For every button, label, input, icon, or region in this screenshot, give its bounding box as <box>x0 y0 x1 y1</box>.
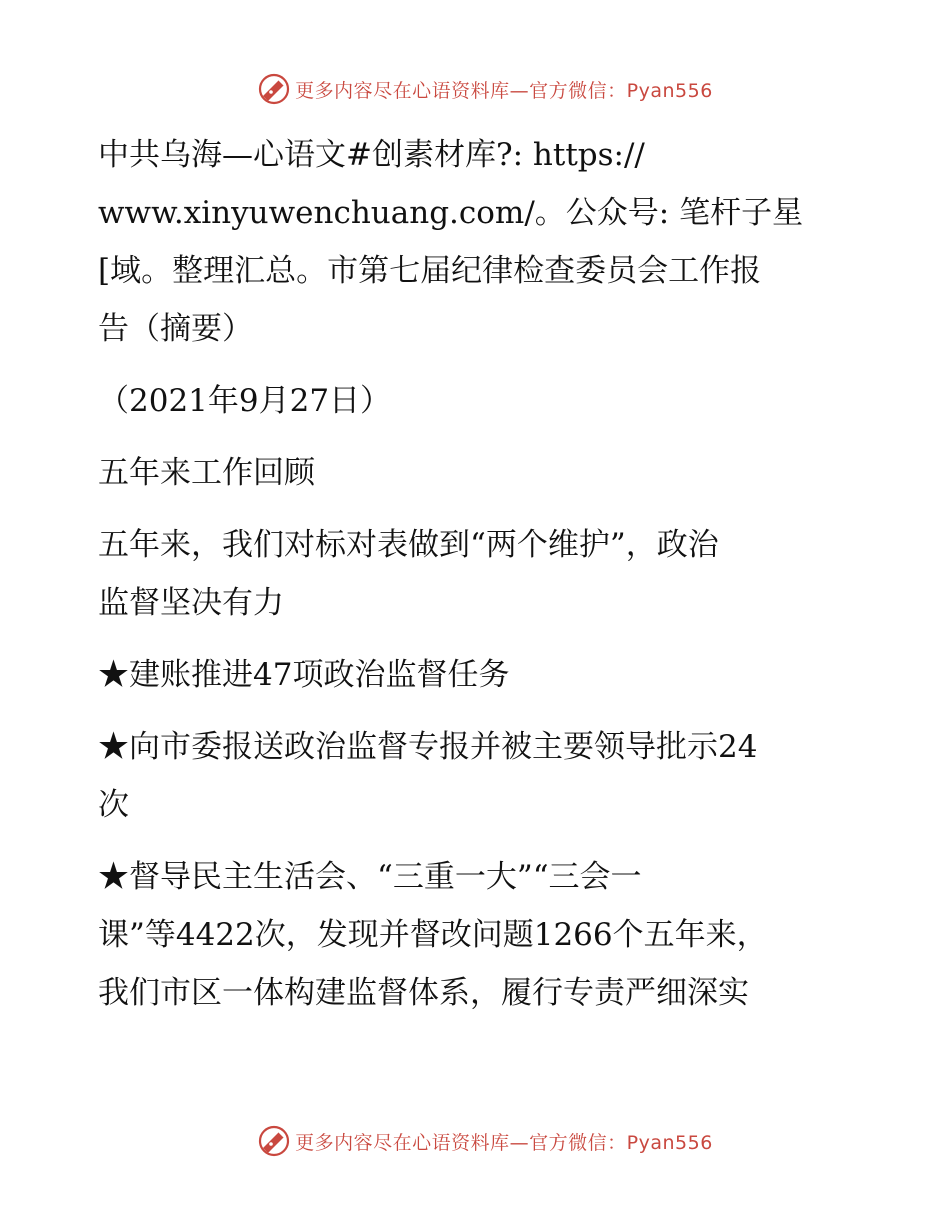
bottom-banner <box>0 1124 950 1158</box>
body-line: 五年来，我们对标对表做到“两个维护”，政治 <box>98 527 719 563</box>
top-banner <box>0 72 950 106</box>
body-line: 课”等4422次，发现并督改问题1266个五年来， <box>98 917 768 953</box>
pen-nib-logo-icon <box>257 1124 291 1158</box>
date-line: （2021年9月27日） <box>98 383 392 419</box>
body-line: 中共乌海—心语文#创素材库?: https:// <box>98 137 645 173</box>
bullet-line: ★建账推进47项政治监督任务 <box>98 657 510 693</box>
body-line: www.xinyuwenchuang.com/。公众号: 笔杆子星 <box>98 195 804 231</box>
banner-text: 更多内容尽在心语资料库—官方微信：Pyan556 <box>295 79 713 102</box>
banner-text: 更多内容尽在心语资料库—官方微信：Pyan556 <box>295 1131 713 1154</box>
bullet-line: ★向市委报送政治监督专报并被主要领导批示24 <box>98 729 758 765</box>
body-line: [域。整理汇总。市第七届纪律检查委员会工作报 <box>98 253 762 289</box>
body-line: 监督坚决有力 <box>98 585 284 621</box>
section-heading: 五年来工作回顾 <box>98 455 315 491</box>
pen-nib-logo-icon <box>257 72 291 106</box>
body-line: 我们市区一体构建监督体系，履行专责严细深实 <box>98 975 749 1011</box>
body-line: 次 <box>98 787 129 823</box>
body-line: 告（摘要） <box>98 311 253 347</box>
bullet-line: ★督导民主生活会、“三重一大”“三会一 <box>98 859 642 895</box>
document-body <box>98 126 838 1022</box>
